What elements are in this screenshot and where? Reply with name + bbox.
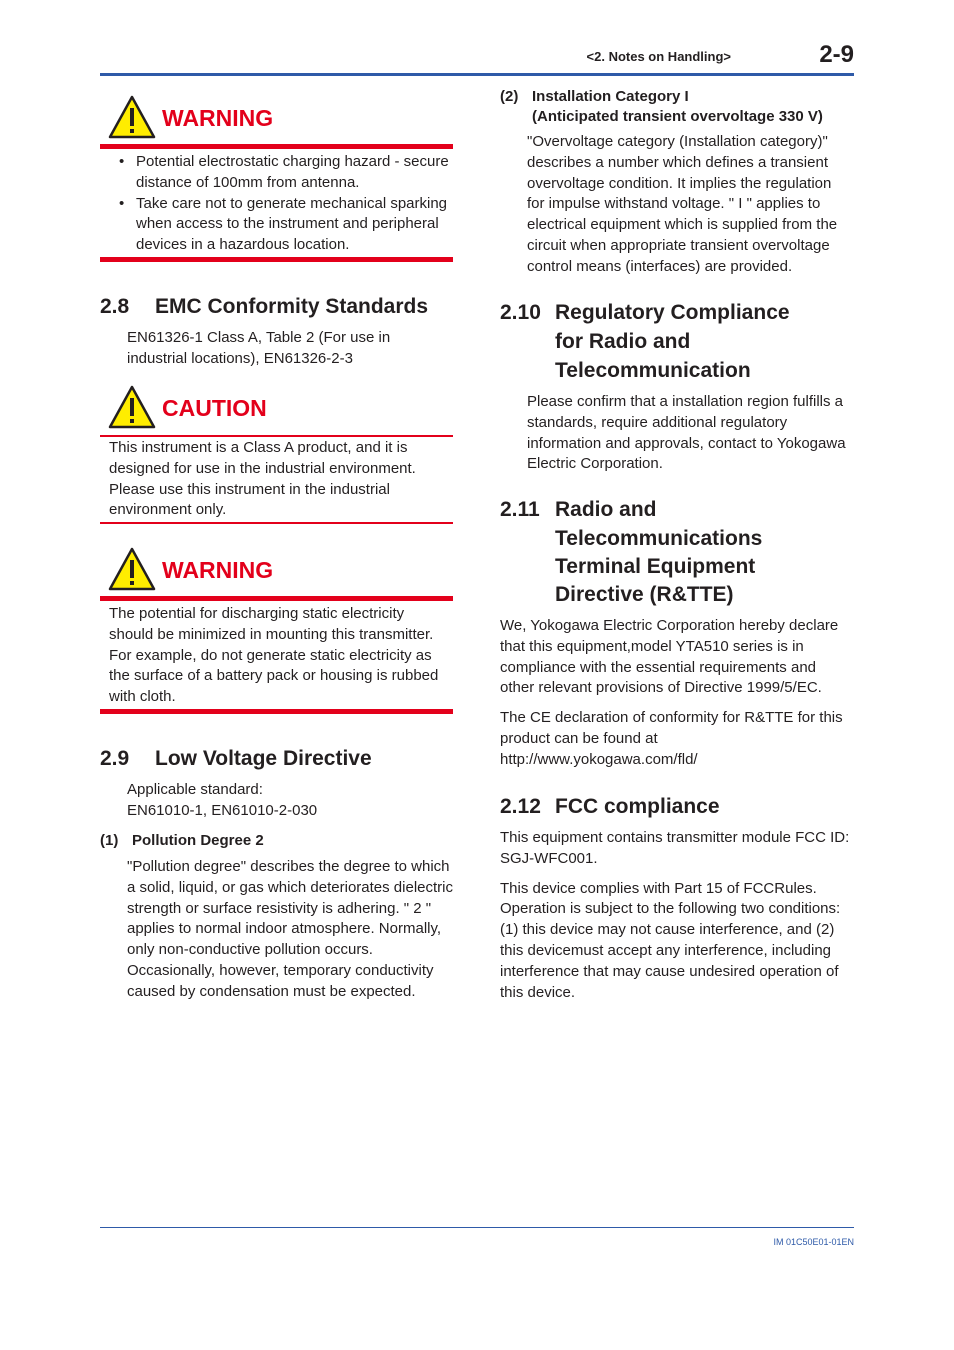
installation-body: "Overvoltage category (Installation category)" describes a number which defines a transient overvoltage condition. It implies the regulation for impulse withstand voltage. " I " applies to electrical equipment which is supplied from the circuit when appropriate transient overvoltage control means (interfaces) are provided. [527,133,838,275]
caution-bottom-bar [100,522,453,524]
warning-triangle-icon [108,385,156,429]
subheading-installation-number: (2) [500,88,519,105]
section-body-2-8: EN61326-1 Class A, Table 2 (For use in industrial locations), EN61326-2-3 [127,329,391,367]
section-body-2-11: We, Yokogawa Electric Corporation hereby declare that this equipment,model YTA510 series is in compliance with the essential requirements and other relevant provisions of Directive 1999/5/EC. The CE declaration of conformity for R&TTE for this product can be found at http://www.yokogawa.com/fld/ [500,616,854,771]
list-item: • Potential electrostatic charging hazard - secure distance of 100mm from antenna. [100,152,453,194]
warning-title: WARNING [162,557,274,583]
caution-body: This instrument is a Class A product, and it is designed for use in the industrial environment. Please use this instrument in the industrial environment only. [109,439,416,519]
warning-triangle-icon [108,547,156,591]
warning-top-bar [100,144,453,149]
running-header-section: <2. Notes on Handling> [586,49,731,64]
list-item: • Take care not to generate mechanical sparking when access to the instrument and peripheral devices in a hazardous location. [100,194,453,256]
section-body-2-12: This equipment contains transmitter module FCC ID: SGJ-WFC001. This device complies with Part 15 of FCCRules. Operation is subject to the following two conditions: (1) this device may not cause interference, and (2) this devicemust accept any interference, including interference that may cause undesired operation of this device. [500,829,850,1001]
warning-triangle-icon [108,95,156,139]
subheading-pollution: Pollution Degree 2 [132,832,264,849]
section-body-2-9: Applicable standard: EN61010-1, EN61010-2-030 [127,781,318,819]
warning-bottom-bar [100,709,453,714]
section-heading-2-10: 2.10 Regulatory Compliance for Radio and Telecommunication [500,301,790,382]
caution-top-bar [100,435,453,437]
subheading-pollution-number: (1) [100,832,119,849]
subheading-installation-detail: (Anticipated transient overvoltage 330 V) [532,108,823,125]
caution-title: CAUTION [162,395,267,421]
page-number: 2-9 [819,41,854,68]
warning-body: The potential for discharging static electricity should be minimized in mounting this transmitter. For example, do not generate static electricity as the surface of a battery pack or housing is rubbed with cloth. [109,605,439,706]
document-id: IM 01C50E01-01EN [773,1237,854,1247]
footer-rule [100,1227,854,1228]
section-heading-2-11: 2.11 Radio and Telecommunications Terminal Equipment Directive (R&TTE) [500,498,763,606]
header-rule [100,73,854,76]
subheading-installation: Installation Category I [532,88,689,105]
warning-list [100,152,453,256]
warning-title: WARNING [162,105,274,131]
warning-top-bar [100,596,453,601]
warning-bottom-bar [100,257,453,262]
section-body-2-10: Please confirm that a installation region fulfills a standards, require additional regulatory information and approvals, contact to Yokogawa Electric Corporation. [527,393,846,473]
pollution-body: "Pollution degree" describes the degree to which a solid, liquid, or gas which deteriorates dielectric strength or surface resistivity is adhering. " 2 " applies to normal indoor atmosphere. Normally, only non-conductive pollution occurs. Occasionally, however, temporary conductivity caused by condensation must be expected. [127,858,453,1000]
declaration-link[interactable]: http://www.yokogawa.com/fld/ [500,750,698,768]
